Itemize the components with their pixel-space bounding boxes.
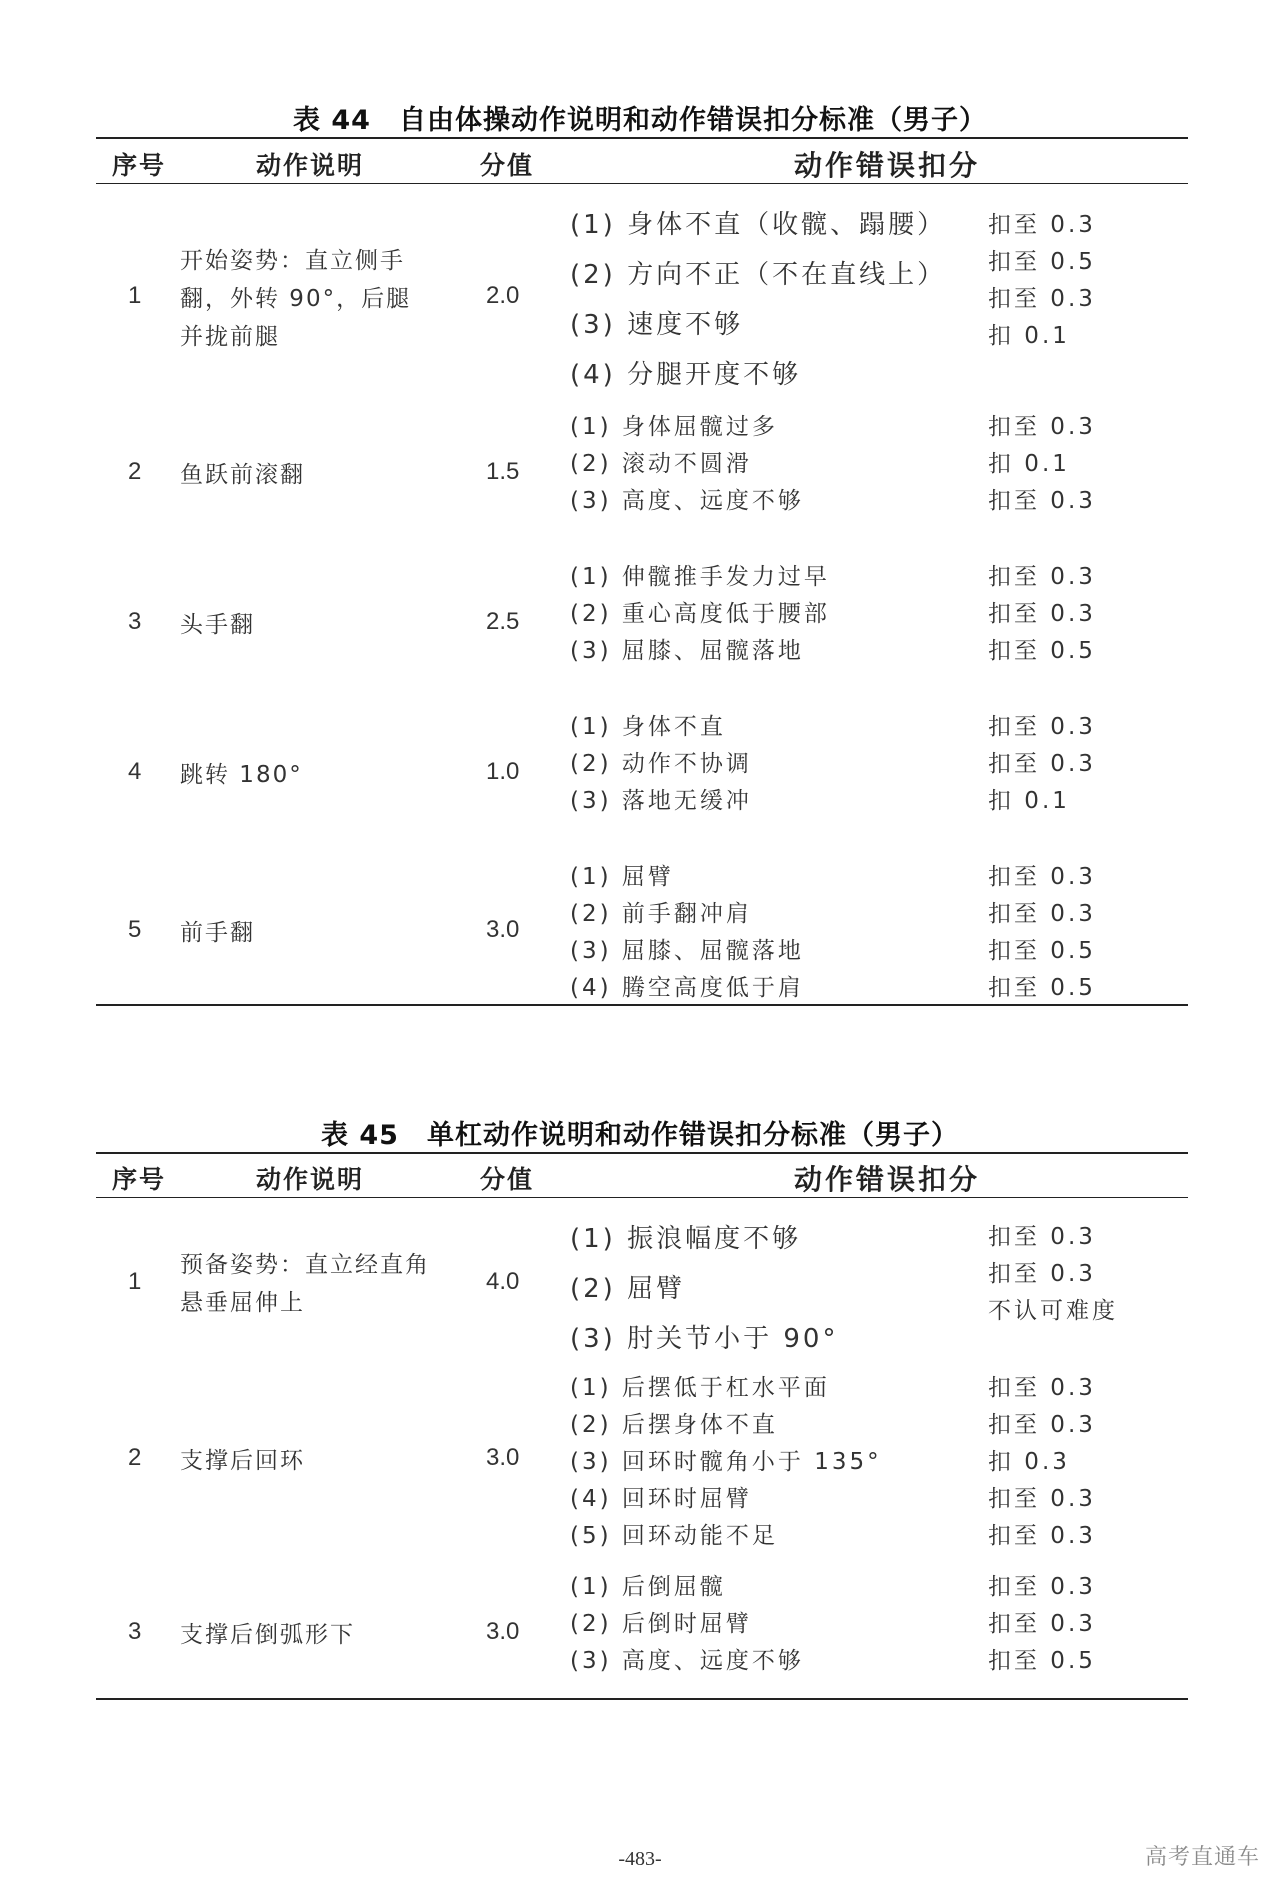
desc-cell: 头手翻 bbox=[180, 612, 255, 638]
deduction-item: 扣至 0.3 bbox=[988, 1412, 1096, 1438]
error-item: (1) 身体屈髋过多 bbox=[570, 414, 778, 440]
desc-line: 悬垂屈伸上 bbox=[180, 1290, 305, 1316]
error-item: (1) 屈臂 bbox=[570, 864, 674, 890]
deduction-item: 扣至 0.3 bbox=[988, 564, 1096, 590]
deduction-item: 扣至 0.3 bbox=[988, 286, 1096, 312]
desc-cell bbox=[180, 242, 411, 356]
deduction-item: 扣至 0.5 bbox=[988, 638, 1096, 664]
desc-line: 预备姿势：直立经直角 bbox=[180, 1252, 430, 1278]
table45-header-seq: 序号 bbox=[112, 1165, 167, 1194]
error-item: (1) 身体不直（收髋、蹋腰） bbox=[570, 210, 947, 240]
seq-cell: 5 bbox=[128, 916, 142, 943]
table44-title: 表 44 自由体操动作说明和动作错误扣分标准（男子） bbox=[293, 105, 987, 136]
deduction-item: 扣至 0.3 bbox=[988, 212, 1096, 238]
score-cell: 3.0 bbox=[486, 916, 520, 943]
error-item: (2) 后摆身体不直 bbox=[570, 1412, 778, 1438]
desc-cell bbox=[180, 1246, 430, 1322]
error-item: (4) 分腿开度不够 bbox=[570, 360, 802, 390]
score-cell: 1.0 bbox=[486, 758, 520, 785]
seq-cell: 3 bbox=[128, 608, 142, 635]
error-item: (3) 屈膝、屈髋落地 bbox=[570, 938, 804, 964]
seq-cell: 2 bbox=[128, 1444, 142, 1471]
error-item: (1) 后摆低于杠水平面 bbox=[570, 1375, 830, 1401]
table45-header-rule bbox=[96, 1197, 1188, 1198]
score-cell: 1.5 bbox=[486, 458, 520, 485]
deduction-item: 扣至 0.5 bbox=[988, 975, 1096, 1001]
table44-top-rule bbox=[96, 137, 1188, 139]
table44-header-rule bbox=[96, 183, 1188, 184]
deduction-item: 扣至 0.3 bbox=[988, 1261, 1096, 1287]
deduction-item: 不认可难度 bbox=[988, 1298, 1118, 1324]
error-item: (1) 伸髋推手发力过早 bbox=[570, 564, 830, 590]
deduction-item: 扣至 0.3 bbox=[988, 1523, 1096, 1549]
deduction-item: 扣至 0.3 bbox=[988, 1574, 1096, 1600]
deduction-item: 扣至 0.3 bbox=[988, 1375, 1096, 1401]
deduction-item: 扣至 0.3 bbox=[988, 1611, 1096, 1637]
error-item: (2) 方向不正（不在直线上） bbox=[570, 260, 947, 290]
deduction-item: 扣至 0.3 bbox=[988, 1486, 1096, 1512]
desc-line: 并拢前腿 bbox=[180, 324, 280, 350]
desc-cell: 鱼跃前滚翻 bbox=[180, 462, 305, 488]
error-item: (3) 屈膝、屈髋落地 bbox=[570, 638, 804, 664]
deduction-item: 扣至 0.3 bbox=[988, 488, 1096, 514]
score-cell: 3.0 bbox=[486, 1444, 520, 1471]
error-item: (4) 腾空高度低于肩 bbox=[570, 975, 804, 1001]
error-item: (3) 落地无缓冲 bbox=[570, 788, 752, 814]
page-number: -483- bbox=[618, 1848, 662, 1870]
error-item: (2) 重心高度低于腰部 bbox=[570, 601, 830, 627]
deduction-item: 扣至 0.3 bbox=[988, 901, 1096, 927]
table45-title: 表 45 单杠动作说明和动作错误扣分标准（男子） bbox=[321, 1120, 959, 1151]
score-cell: 3.0 bbox=[486, 1618, 520, 1645]
error-item: (3) 肘关节小于 90° bbox=[570, 1324, 839, 1354]
deduction-item: 扣 0.1 bbox=[988, 323, 1070, 349]
seq-cell: 4 bbox=[128, 758, 142, 785]
deduction-item: 扣至 0.3 bbox=[988, 751, 1096, 777]
deduction-item: 扣 0.1 bbox=[988, 788, 1070, 814]
error-item: (5) 回环动能不足 bbox=[570, 1523, 778, 1549]
error-item: (3) 回环时髋角小于 135° bbox=[570, 1449, 882, 1475]
deduction-item: 扣至 0.3 bbox=[988, 414, 1096, 440]
score-cell: 2.5 bbox=[486, 608, 520, 635]
error-item: (4) 回环时屈臂 bbox=[570, 1486, 752, 1512]
error-item: (2) 屈臂 bbox=[570, 1274, 686, 1304]
deduction-item: 扣至 0.5 bbox=[988, 249, 1096, 275]
error-item: (3) 高度、远度不够 bbox=[570, 488, 804, 514]
deduction-item: 扣至 0.3 bbox=[988, 601, 1096, 627]
seq-cell: 2 bbox=[128, 458, 142, 485]
deduction-item: 扣至 0.3 bbox=[988, 714, 1096, 740]
error-item: (3) 高度、远度不够 bbox=[570, 1648, 804, 1674]
table45-header-desc: 动作说明 bbox=[256, 1165, 365, 1194]
table45-header-error: 动作错误扣分 bbox=[794, 1163, 981, 1196]
score-cell: 2.0 bbox=[486, 282, 520, 309]
desc-line: 翻，外转 90°，后腿 bbox=[180, 286, 412, 312]
error-item: (2) 动作不协调 bbox=[570, 751, 752, 777]
table44-header-error: 动作错误扣分 bbox=[794, 149, 981, 182]
error-item: (2) 后倒时屈臂 bbox=[570, 1611, 752, 1637]
deduction-item: 扣 0.3 bbox=[988, 1449, 1070, 1475]
table45-top-rule bbox=[96, 1152, 1188, 1154]
desc-cell: 前手翻 bbox=[180, 920, 255, 946]
desc-cell: 支撑后倒弧形下 bbox=[180, 1622, 355, 1648]
desc-cell: 支撑后回环 bbox=[180, 1448, 305, 1474]
error-item: (2) 前手翻冲肩 bbox=[570, 901, 752, 927]
table44-header-score: 分值 bbox=[480, 151, 535, 180]
deduction-item: 扣至 0.5 bbox=[988, 1648, 1096, 1674]
deduction-item: 扣至 0.3 bbox=[988, 864, 1096, 890]
deduction-item: 扣至 0.3 bbox=[988, 1224, 1096, 1250]
table44-bottom-rule bbox=[96, 1004, 1188, 1006]
deduction-item: 扣至 0.5 bbox=[988, 938, 1096, 964]
error-item: (3) 速度不够 bbox=[570, 310, 744, 340]
table44-header-desc: 动作说明 bbox=[256, 151, 365, 180]
seq-cell: 1 bbox=[128, 1268, 142, 1295]
watermark: 高考直通车 bbox=[1144, 1845, 1260, 1870]
table44-header-seq: 序号 bbox=[112, 151, 167, 180]
desc-line: 开始姿势：直立侧手 bbox=[180, 248, 405, 274]
desc-cell: 跳转 180° bbox=[180, 762, 303, 788]
error-item: (1) 后倒屈髋 bbox=[570, 1574, 726, 1600]
seq-cell: 3 bbox=[128, 1618, 142, 1645]
deduction-item: 扣 0.1 bbox=[988, 451, 1070, 477]
score-cell: 4.0 bbox=[486, 1268, 520, 1295]
error-item: (1) 身体不直 bbox=[570, 714, 726, 740]
table45-bottom-rule bbox=[96, 1698, 1188, 1700]
error-item: (2) 滚动不圆滑 bbox=[570, 451, 752, 477]
table45-header-score: 分值 bbox=[480, 1165, 535, 1194]
error-item: (1) 振浪幅度不够 bbox=[570, 1224, 802, 1254]
seq-cell: 1 bbox=[128, 282, 142, 309]
